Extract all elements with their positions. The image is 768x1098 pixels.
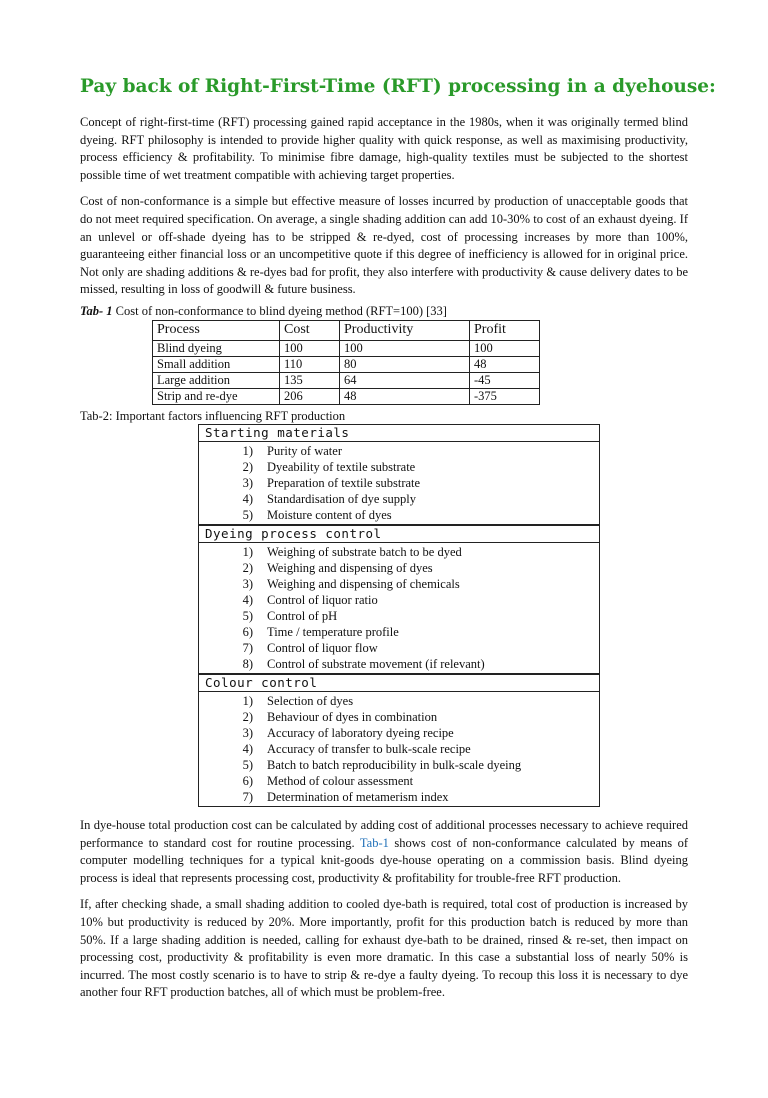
item-text: Standardisation of dye supply [267,491,416,506]
tab1-reference-link[interactable]: Tab-1 [359,835,389,850]
item-text: Accuracy of laboratory dyeing recipe [267,725,454,740]
list-item [199,592,599,608]
item-text: Dyeability of textile substrate [267,459,416,474]
item-text: Selection of dyes [267,693,354,708]
cell-cost: 100 [280,340,340,356]
cell-productivity: 80 [340,356,470,372]
item-number: 8) [242,656,253,671]
cell-process: Blind dyeing [153,340,280,356]
paragraph-shading-impact: If, after checking shade, a small shading addition to cooled dye-bath is required, total cost of production is increased by 10% but productivity is reduced by 20%. More importantly, profit for this production batch is reduced by more than 50%. If a large shading addition is needed, calling for exhaust dye-bath to be drained, rinsed & re-set, then impact on processing cost, productivity & profitability is even more dramatic. In this case a substantial loss of nearly 50% is incurred. The most costly scenario is to have to strip & re-dye a faulty dyeing. To recoup this loss it is necessary to dye another four RFT production batches, all of which must be problem-free. [80,897,688,1000]
table1-caption-label: Tab- 1 [80,303,113,318]
list-item [199,640,599,656]
list-item [199,443,599,459]
item-number: 5) [242,507,253,522]
item-number: 7) [242,789,253,804]
item-number: 6) [242,773,253,788]
item-text: Time / temperature profile [267,624,399,639]
table1-caption [80,303,688,319]
section-heading-colour-control: Colour control [198,674,600,692]
table1-caption-text: Cost of non-conformance to blind dyeing method (RFT=100) [33] [112,303,447,318]
paragraph-text: In dye-house total production cost can be calculated by adding cost of additional processes necessary to achieve required performance to standard cost for routine processing. [80,817,688,850]
item-text: Control of liquor ratio [267,592,378,607]
cell-cost: 206 [280,388,340,404]
item-text: Control of liquor flow [267,640,378,655]
item-number: 1) [242,443,253,458]
item-text: Preparation of textile substrate [267,475,421,490]
paragraph-text: shows cost of non-conformance calculated by means of computer modelling techniques for a typical knit-goods dye-house operating on a commission basis. Blind dyeing process is ideal that represents processing cost, productivity & profitability for trouble-free RFT production. [80,835,689,885]
cell-profit: -375 [470,388,540,404]
list-item [199,693,599,709]
cell-cost: 135 [280,372,340,388]
list-item [199,773,599,789]
table-row [153,340,540,356]
item-number: 2) [242,709,253,724]
list-item [199,560,599,576]
table2-caption: Tab-2: Important factors influencing RFT production [80,408,346,423]
section-heading-starting-materials: Starting materials [198,424,600,442]
item-number: 3) [242,475,253,490]
cell-process: Small addition [153,356,280,372]
item-number: 3) [242,725,253,740]
item-text: Control of pH [267,608,338,623]
list-item [199,491,599,507]
item-number: 2) [242,459,253,474]
item-text: Weighing and dispensing of dyes [267,560,433,575]
item-number: 3) [242,576,253,591]
item-number: 5) [242,757,253,772]
cell-profit: -45 [470,372,540,388]
item-text: Purity of water [267,443,342,458]
item-text: Determination of metamerism index [267,789,449,804]
item-text: Batch to batch reproducibility in bulk-scale dyeing [267,757,522,772]
list-item [199,624,599,640]
list-item [199,576,599,592]
list-item [199,507,599,523]
item-number: 4) [242,592,253,607]
section-list-colour-control [198,692,600,807]
list-item [199,459,599,475]
item-number: 4) [242,491,253,506]
item-number: 5) [242,608,253,623]
cell-productivity: 48 [340,388,470,404]
item-text: Behaviour of dyes in combination [267,709,438,724]
list-item [199,741,599,757]
table-header-row [153,320,540,340]
item-number: 4) [242,741,253,756]
item-text: Accuracy of transfer to bulk-scale recipe [267,741,471,756]
page-title: Pay back of Right-First-Time (RFT) processing in a dyehouse: [80,76,716,97]
item-text: Weighing of substrate batch to be dyed [267,544,462,559]
cost-table [152,320,540,405]
header-productivity: Productivity [340,320,470,340]
table-row [153,356,540,372]
cell-productivity: 64 [340,372,470,388]
header-cost: Cost [280,320,340,340]
header-profit: Profit [470,320,540,340]
item-number: 1) [242,544,253,559]
list-item [199,709,599,725]
item-number: 7) [242,640,253,655]
paragraph-production-cost [80,817,688,887]
list-item [199,608,599,624]
list-item [199,656,599,672]
table-row [153,388,540,404]
section-list-starting-materials [198,442,600,525]
item-number: 1) [242,693,253,708]
list-item [199,757,599,773]
cell-profit: 48 [470,356,540,372]
item-number: 2) [242,560,253,575]
cell-profit: 100 [470,340,540,356]
table-row [153,372,540,388]
document-page [0,74,768,1098]
factors-table [198,424,600,807]
section-list-dyeing-process-control [198,543,600,674]
item-text: Moisture content of dyes [267,507,392,522]
item-number: 6) [242,624,253,639]
paragraph-cost-nonconformance: Cost of non-conformance is a simple but effective measure of losses incurred by production of unacceptable goods that do not meet required specification. On average, a single shading addition can add 10-30% to cost of an exhaust dyeing. If an unlevel or off-shade dyeing has to be stripped & re-dyed, cost of processing increases by more than 100%, guaranteeing either financial loss or an uncompetitive quote if this degree of inefficiency is allowed for in original price. Not only are shading additions & re-dyes bad for profit, they also interfere with productivity & cause delivery dates to be missed, resulting in loss of goodwill & future business. [80,194,688,297]
cell-process: Large addition [153,372,280,388]
header-process: Process [153,320,280,340]
cell-cost: 110 [280,356,340,372]
item-text: Control of substrate movement (if relevant) [267,656,485,671]
section-heading-dyeing-process-control: Dyeing process control [198,525,600,543]
list-item [199,725,599,741]
cell-productivity: 100 [340,340,470,356]
cell-process: Strip and re-dye [153,388,280,404]
list-item [199,544,599,560]
paragraph-rft-concept: Concept of right-first-time (RFT) processing gained rapid acceptance in the 1980s, when it was originally termed blind dyeing. RFT philosophy is intended to provide higher quality with quick response, as well as maximising productivity, process efficiency & profitability. To minimise fibre damage, high-quality textiles must be subjected to the shortest possible time of wet treatment compatible with achieving target properties. [80,115,688,182]
list-item [199,475,599,491]
item-text: Method of colour assessment [267,773,414,788]
list-item [199,789,599,805]
item-text: Weighing and dispensing of chemicals [267,576,460,591]
